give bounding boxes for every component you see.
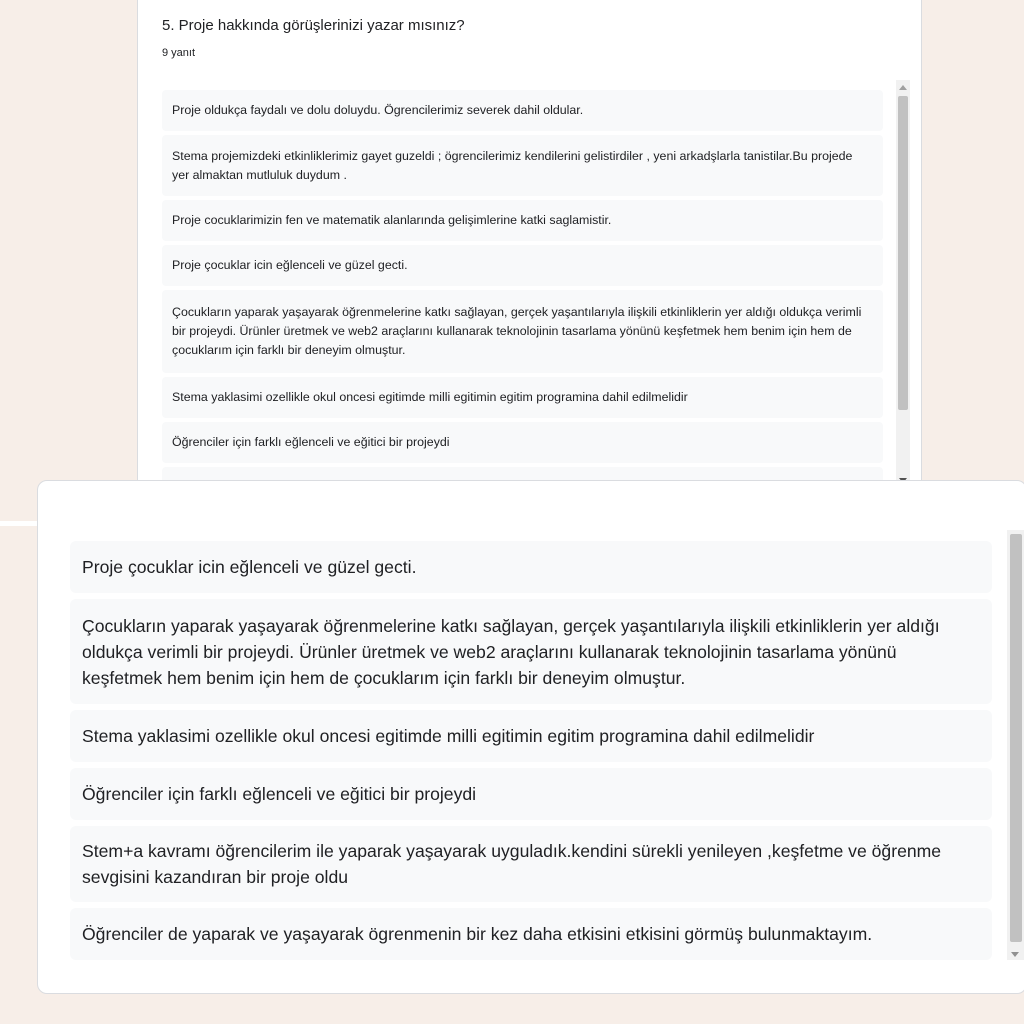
response-item: Öğrenciler için farklı eğlenceli ve eğitici bir projeydi bbox=[162, 422, 883, 463]
response-item: Proje çocuklar icin eğlenceli ve güzel gecti. bbox=[162, 245, 883, 286]
response-item: Çocukların yaparak yaşayarak öğrenmelerine katkı sağlayan, gerçek yaşantılarıyla ilişkili etkinliklerin yer aldığı oldukça verimli bir projeydi. Ürünler üretmek ve web2 araçlarını kullanarak teknolojinin tasarlama yönünü keşfetmek hem benim için hem de çocuklarım için farklı bir deneyim olmuştur. bbox=[70, 599, 992, 704]
scrollbar-bottom[interactable] bbox=[1007, 530, 1024, 960]
response-count: 9 yanıt bbox=[162, 47, 196, 59]
question-card-top bbox=[137, 0, 922, 520]
response-item: Öğrenciler de yaparak ve yaşayarak ögrenmenin bir kez daha etkisini etkisini görmüş bulunmaktayım. bbox=[70, 908, 992, 960]
response-item: Proje oldukça faydalı ve dolu doluydu. Ögrencilerimiz severek dahil oldular. bbox=[162, 90, 883, 131]
response-item: Çocukların yaparak yaşayarak öğrenmelerine katkı sağlayan, gerçek yaşantılarıyla ilişkili etkinliklerin yer aldığı oldukça verimli bir projeydi. Ürünler üretmek ve web2 araçlarını kullanarak teknolojinin tasarlama yönünü keşfetmek hem benim için hem de çocuklarım için farklı bir deneyim olmuştur. bbox=[162, 290, 883, 373]
response-item: Öğrenciler için farklı eğlenceli ve eğitici bir projeydi bbox=[70, 768, 992, 820]
scrollbar-thumb[interactable] bbox=[898, 96, 908, 410]
question-title: 5. Proje hakkında görüşlerinizi yazar mısınız? bbox=[162, 17, 465, 34]
response-item: Proje çocuklar icin eğlenceli ve güzel gecti. bbox=[70, 541, 992, 593]
response-item: Stema projemizdeki etkinliklerimiz gayet guzeldi ; ögrencilerimiz kendilerini gelistirdiler , yeni arkadşlarla tanistilar.Bu projede yer almaktan mutluluk duydum . bbox=[162, 135, 883, 196]
response-list-top[interactable] bbox=[162, 90, 883, 490]
response-item: Stem+a kavramı öğrencilerim ile yaparak yaşayarak uyguladık.kendini sürekli yenileyen ,keşfetme ve öğrenme sevgisini kazandıran bir proje oldu bbox=[70, 826, 992, 902]
response-list-bottom[interactable] bbox=[70, 528, 992, 962]
response-item: Proje cocuklarimizin fen ve matematik alanlarında gelişimlerine katki saglamistir. bbox=[162, 200, 883, 241]
scrollbar-top[interactable] bbox=[896, 80, 910, 488]
response-item: Stema yaklasimi ozellikle okul oncesi egitimde milli egitimin egitim programina dahil edilmelidir bbox=[162, 377, 883, 418]
scroll-up-arrow-icon[interactable] bbox=[899, 85, 907, 90]
scrollbar-thumb[interactable] bbox=[1010, 534, 1022, 942]
response-item: Stema yaklasimi ozellikle okul oncesi egitimde milli egitimin egitim programina dahil edilmelidir bbox=[70, 710, 992, 762]
scroll-down-arrow-icon[interactable] bbox=[1011, 952, 1019, 957]
